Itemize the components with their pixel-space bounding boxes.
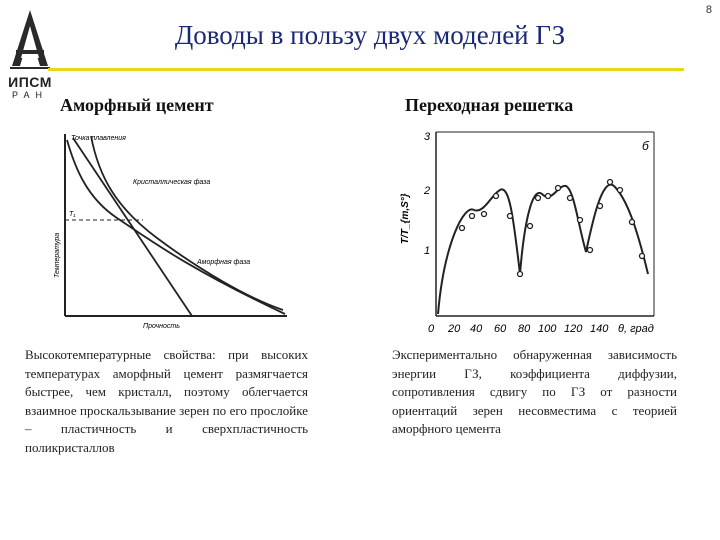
crystalline-phase-label: Кристаллическая фаза <box>133 179 211 186</box>
title-underline <box>48 68 684 71</box>
page-number: 8 <box>705 4 712 16</box>
amorphous-phase-label: Аморфная фаза <box>197 259 251 266</box>
x-tick-40: 40 <box>470 323 483 335</box>
y-axis-label: T/T_{m,S°} <box>400 193 411 244</box>
temperature-label: Температура <box>54 232 61 278</box>
y-tick-2: 2 <box>424 185 431 197</box>
x-tick-60: 60 <box>494 323 507 335</box>
corner-label: б <box>642 139 649 153</box>
x-tick-0: 0 <box>428 323 435 335</box>
x-tick-100: 100 <box>538 323 557 335</box>
right-heading: Переходная решетка <box>405 95 574 115</box>
strength-label: Прочность <box>143 323 180 330</box>
slide-title: Доводы в пользу двух моделей ГЗ <box>174 20 566 50</box>
left-heading: Аморфный цемент <box>60 95 214 115</box>
logo-text <box>6 74 54 100</box>
t1-label: T₁ <box>69 211 76 218</box>
logo-line-1: ИПСМ <box>8 74 52 90</box>
right-description: Экспериментально обнаруженная зависимость энергии ГЗ, коэффициента диффузии, сопротивления сдвигу по ГЗ от разности ориентаций зерен несовместима с теорией аморфного цемента <box>392 347 677 436</box>
left-description: Высокотемпературные свойства: при высоких температурах аморфный цемент размягчается быстрее, чем кристалл, поэтому облегчается взаимное проскальзывание зерен по его прослойке – пластичность и сверхпластичность поликристаллов <box>25 347 308 455</box>
x-tick-80: 80 <box>518 323 531 335</box>
amorphous-cement-figure <box>47 128 293 330</box>
x-tick-140: 140 <box>590 323 609 335</box>
melting-point-label: Точка плавления <box>71 135 126 142</box>
logo-line-2: РАН <box>12 90 48 100</box>
x-axis-label: θ, град <box>618 323 654 335</box>
x-tick-120: 120 <box>564 323 583 335</box>
x-tick-20: 20 <box>448 323 461 335</box>
y-tick-1: 1 <box>424 245 431 257</box>
transition-lattice-figure <box>400 124 688 340</box>
y-tick-3: 3 <box>424 131 431 143</box>
